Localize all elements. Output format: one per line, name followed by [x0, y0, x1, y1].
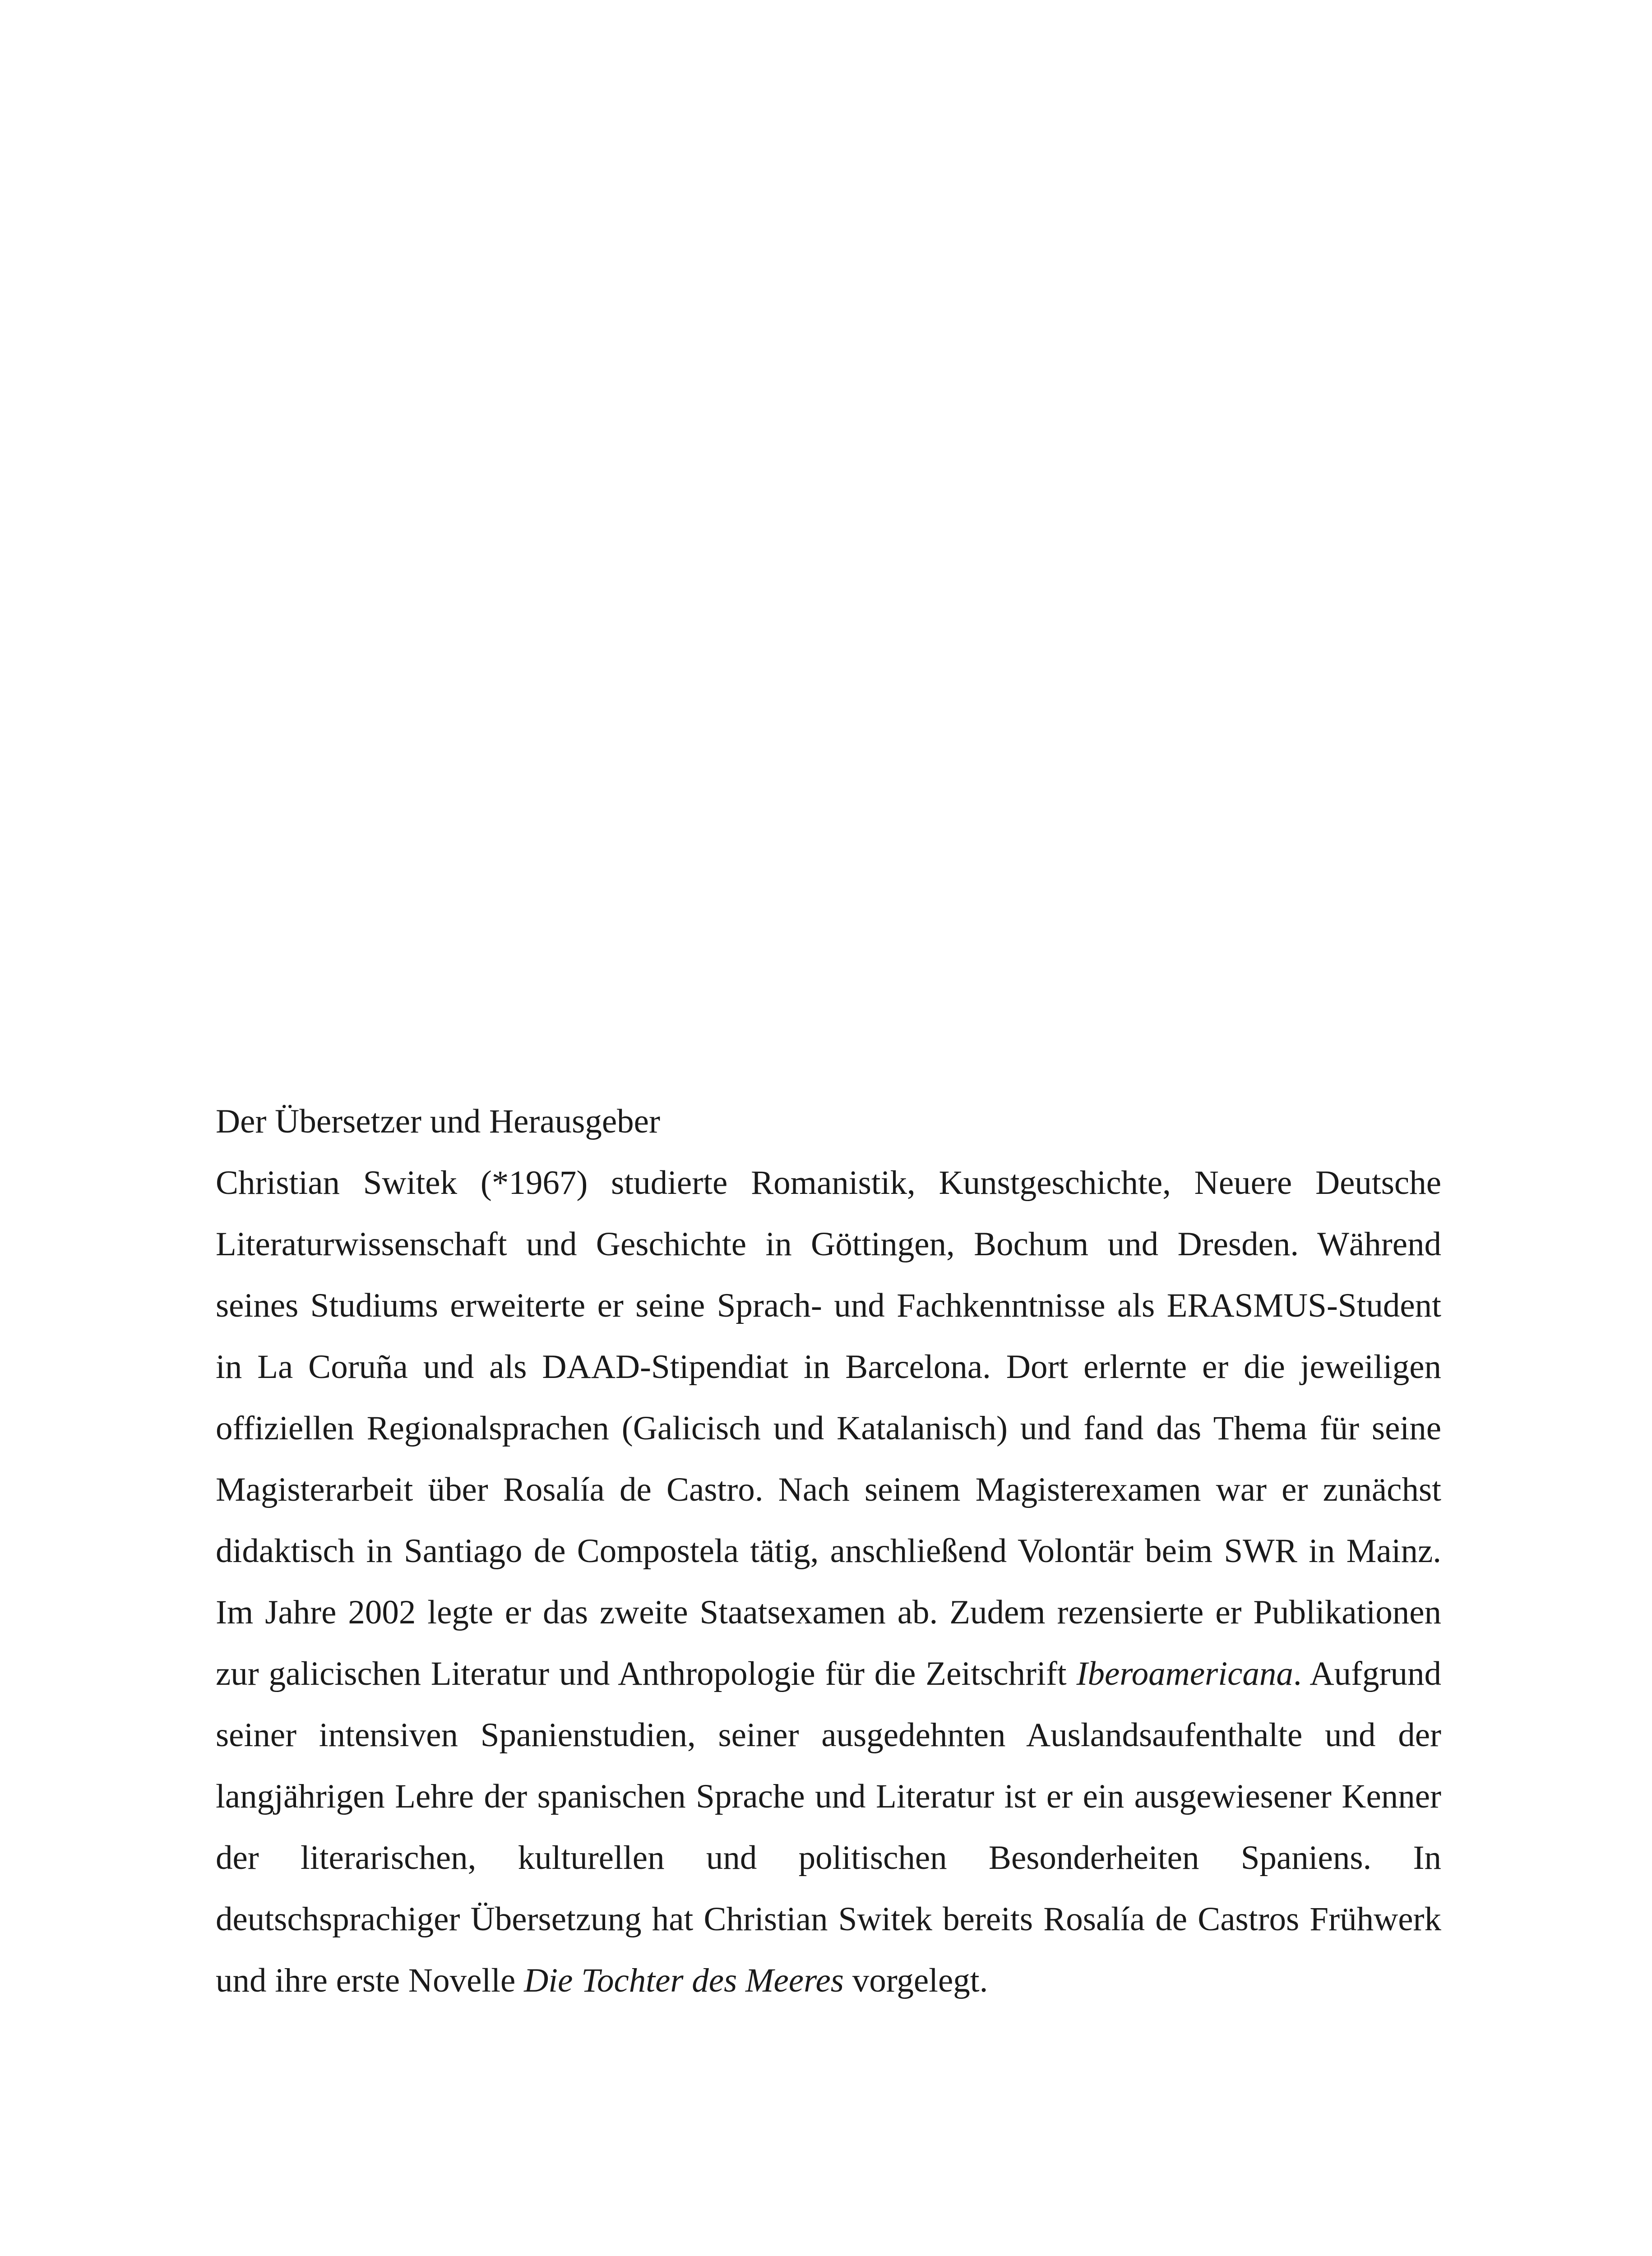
translator-bio-section: [216, 1091, 1441, 2011]
bio-paragraph: [216, 1152, 1441, 2011]
bio-text-part-3: vorgelegt.: [843, 1962, 988, 1999]
bio-text-part-2: . Aufgrund seiner intensiven Spanienstudien, seiner ausgedehnten Auslandsaufenthalte und der langjährigen Lehre der spanischen Sprache und Literatur ist er ein ausgewiesener Kenner der literarischen, kulturellen und politischen Besonderheiten Spaniens. In deutschsprachiger Übersetzung hat Christian Switek bereits Rosalía de Castros Frühwerk und ihre erste Novelle: [216, 1655, 1441, 1999]
bio-text-part-1: Christian Switek (*1967) studierte Romanistik, Kunstgeschichte, Neuere Deutsche Literaturwissenschaft und Geschichte in Göttingen, Bochum und Dresden. Während seines Studiums erweiterte er seine Sprach- und Fachkenntnisse als ERASMUS-Student in La Coruña und als DAAD-Stipendiat in Barcelona. Dort erlernte er die jeweiligen offiziellen Regionalsprachen (Galicisch und Katalanisch) und fand das Thema für seine Magisterarbeit über Rosalía de Castro. Nach seinem Magisterexamen war er zunächst didaktisch in Santiago de Compostela tätig, anschließend Volontär beim SWR in Mainz. Im Jahre 2002 legte er das zweite Staatsexamen ab. Zudem rezensierte er Publikationen zur galicischen Literatur und Anthropologie für die Zeitschrift: [216, 1164, 1441, 1692]
section-heading: Der Übersetzer und Herausgeber: [216, 1103, 660, 1140]
novel-title: Die Tochter des Meeres: [524, 1962, 844, 1999]
journal-title: Iberoamericana: [1076, 1655, 1293, 1692]
